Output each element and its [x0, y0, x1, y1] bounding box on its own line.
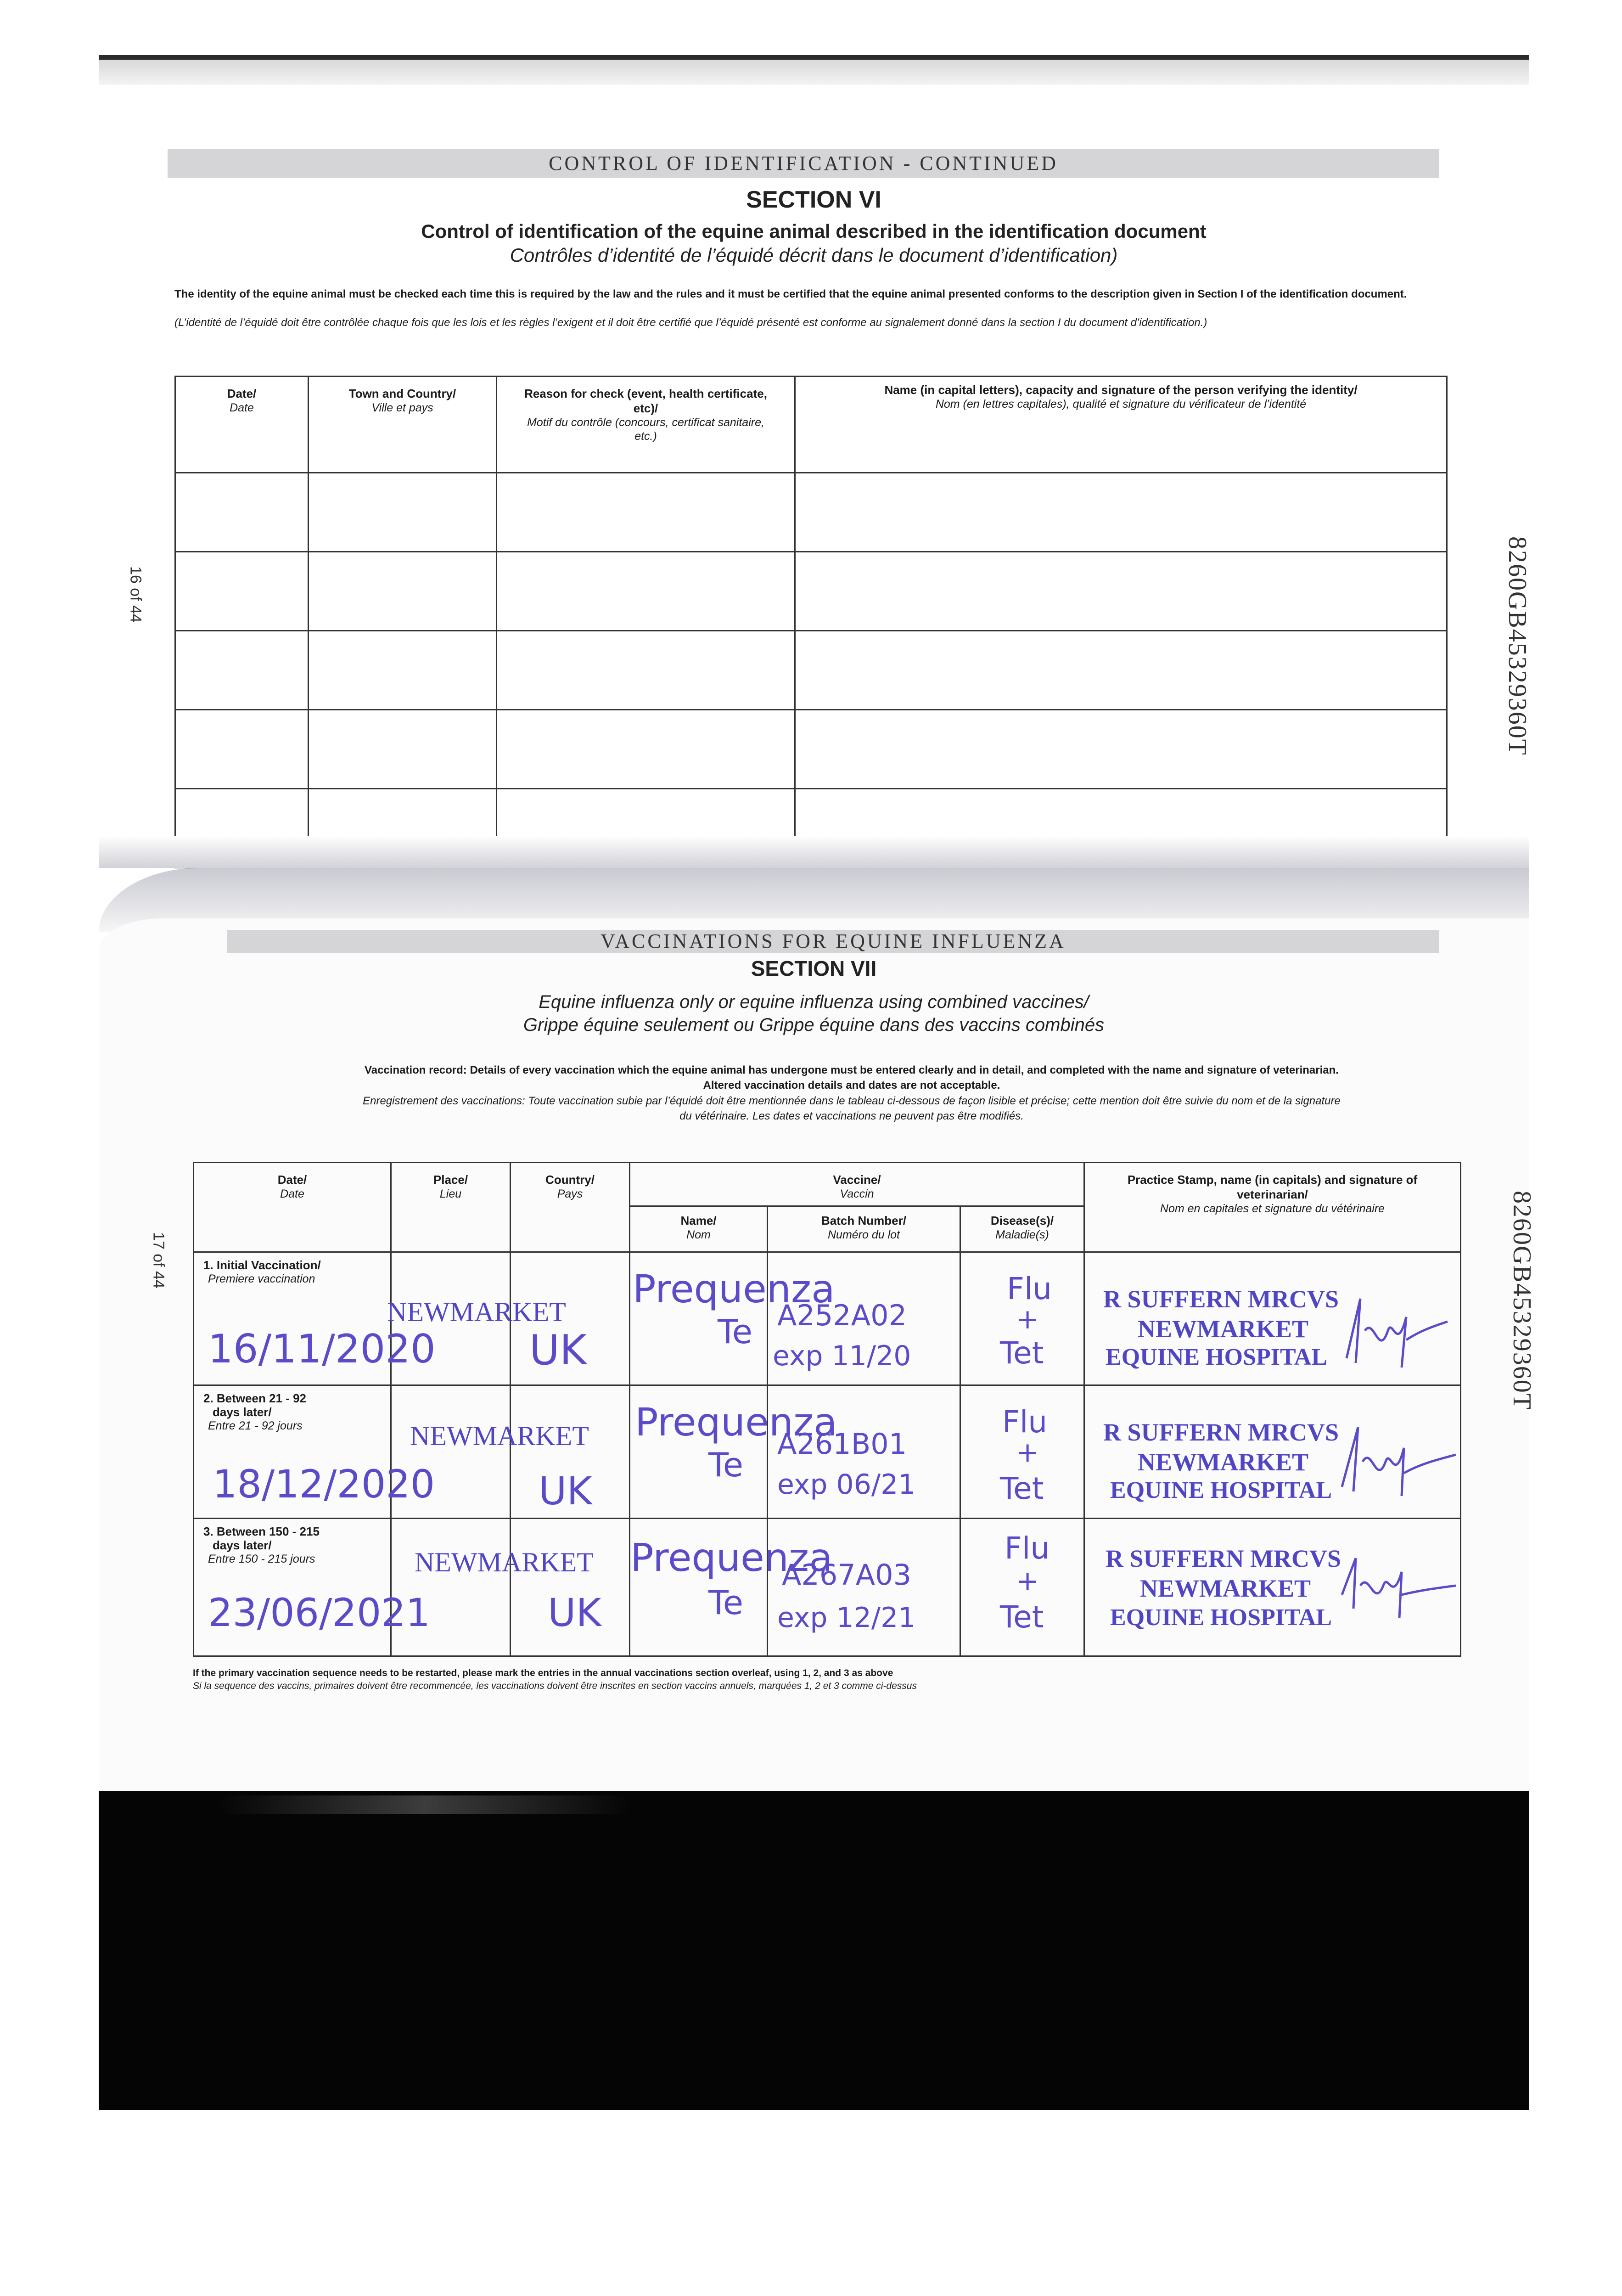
vac-batch-cell [768, 1385, 960, 1519]
vac-col-country-fr: Pays [557, 1187, 583, 1200]
table-row [175, 710, 1447, 789]
vet-stamp-line2: NEWMARKET [1138, 1315, 1309, 1343]
section6-subtitle-fr: Contrôles d’identité de l’équidé décrit dans le document d’identification) [510, 244, 1118, 266]
vet-stamp-line3: EQUINE HOSPITAL [1110, 1477, 1332, 1503]
vac-row-label-en: 3. Between 150 - 215 [203, 1525, 320, 1538]
vac-stamp-cell [1084, 1385, 1461, 1519]
section6-subtitle-en: Control of identification of the equine animal described in the identification document [421, 220, 1207, 242]
vac-col-batch-en: Batch Number/ [821, 1214, 906, 1227]
vac-row-label-en: 2. Between 21 - 92 [203, 1391, 306, 1405]
section7-note-fr-1: Enregistrement des vaccinations: Toute vaccination subie par l’équidé doit être mentionnée dans le tableau ci-dessous de façon lisible et précise; cette mention doit être suivie du nom et de la signature [363, 1095, 1341, 1107]
vac-col-batch-header [768, 1206, 960, 1252]
table-row [175, 552, 1447, 631]
vac-expiry-handwritten: exp 06/21 [777, 1469, 916, 1501]
col-verifier-header [795, 377, 1447, 473]
vet-stamp-line3: EQUINE HOSPITAL [1110, 1604, 1332, 1631]
vac-place-stamp: NEWMARKET [387, 1297, 566, 1327]
vac-name-line2: Te [718, 1312, 753, 1351]
table-row [175, 473, 1447, 552]
vac-date-cell [194, 1252, 436, 1385]
vac-col-date-header [194, 1163, 391, 1252]
vet-stamp-line2: NEWMARKET [1140, 1575, 1311, 1602]
vac-disease-line3: Tet [1000, 1599, 1044, 1635]
section6-banner: CONTROL OF IDENTIFICATION - CONTINUED [168, 149, 1439, 178]
vac-name-line1: Prequenza [630, 1535, 833, 1580]
table-header-row [175, 377, 1447, 473]
vac-col-name-header [630, 1206, 768, 1252]
vac-country-handwritten: UK [539, 1469, 592, 1514]
section7-title: SECTION VII [751, 957, 877, 980]
vac-col-vaccine-fr: Vaccin [840, 1187, 874, 1200]
scan-edge [99, 55, 1529, 60]
vac-col-date-en: Date/ [277, 1173, 307, 1187]
section7-note-fr-2: du vétérinaire. Les dates et vaccinations ne peuvent pas être modifiés. [679, 1110, 1024, 1122]
vet-stamp-line1: R SUFFERN MRCVS [1106, 1545, 1341, 1572]
vac-batch-cell [768, 1252, 960, 1385]
vet-signature-1 [1333, 1289, 1452, 1381]
vac-expiry-handwritten: exp 12/21 [777, 1602, 916, 1634]
vac-col-country-header [511, 1163, 630, 1252]
col-town-header [309, 377, 497, 473]
vac-name-line1: Prequenza [633, 1266, 835, 1311]
section6-note-en: The identity of the equine animal must be checked each time this is required by the law and the rules and it must be certified that the equine animal presented conforms to the description given in Section I of the identification document. [174, 288, 1407, 300]
vac-name-line2: Te [708, 1446, 744, 1484]
vac-row-label-en2: days later/ [213, 1538, 272, 1552]
col-date-fr: Date [230, 401, 254, 414]
vac-disease-line3: Tet [1000, 1471, 1044, 1506]
vac-col-place-header [391, 1163, 511, 1252]
vac-col-name-en: Name/ [680, 1214, 717, 1227]
vaccination-table [193, 1162, 1461, 1657]
page-number-17: 17 of 44 [150, 1232, 168, 1289]
page-fold-shadow [99, 836, 1529, 868]
col-verifier-fr: Nom (en lettres capitales), qualité et signature du vérificateur de l’identité [935, 398, 1307, 411]
vac-batch-handwritten: A252A02 [777, 1299, 907, 1332]
vac-date-handwritten: 16/11/2020 [208, 1326, 436, 1372]
section6-title: SECTION VI [746, 186, 881, 213]
vac-expiry-handwritten: exp 11/20 [773, 1340, 911, 1372]
vac-col-stamp-header [1084, 1163, 1461, 1252]
vac-stamp-cell [1084, 1519, 1461, 1656]
vac-row-label-fr: Entre 21 - 92 jours [208, 1419, 303, 1432]
vac-col-place-fr: Lieu [439, 1187, 462, 1200]
col-date-en: Date/ [227, 387, 257, 400]
vac-place-stamp: NEWMARKET [410, 1421, 589, 1451]
vac-disease-cell [960, 1252, 1084, 1385]
table-row [175, 631, 1447, 710]
vet-signature-3 [1333, 1544, 1457, 1636]
section7-subtitle-en: Equine influenza only or equine influenza using combined vaccines/ [539, 992, 1089, 1012]
vac-country-handwritten: UK [548, 1590, 601, 1635]
passport-id-upper: 8260GB45329360T [1503, 536, 1532, 756]
col-reason-en: Reason for check (event, health certificate, etc)/ [524, 387, 767, 415]
vac-col-vaccine-en: Vaccine/ [833, 1173, 881, 1187]
vet-stamp-line1: R SUFFERN MRCVS [1103, 1285, 1339, 1313]
vac-name-cell [630, 1385, 837, 1519]
vac-disease-cell [960, 1385, 1084, 1519]
vac-name-line2: Te [708, 1583, 744, 1622]
vaccination-header-row-1 [194, 1163, 1461, 1206]
scan-shade [99, 60, 1529, 85]
vac-country-cell [511, 1252, 630, 1385]
vac-date-cell [194, 1385, 435, 1519]
vet-stamp-line1: R SUFFERN MRCVS [1103, 1418, 1339, 1446]
section7-note-en-1: Vaccination record: Details of every vaccination which the equine animal has undergone must be entered clearly and in detail, and completed with the name and signature of veterinarian. [365, 1064, 1339, 1076]
scan-background-edge [218, 1795, 631, 1814]
vac-disease-line1: Flu [1007, 1271, 1052, 1306]
vac-col-batch-fr: Numéro du lot [827, 1228, 900, 1241]
vac-date-handwritten: 18/12/2020 [213, 1462, 435, 1507]
vac-row-label-en2: days later/ [213, 1405, 272, 1419]
vaccination-row-1 [194, 1252, 1461, 1385]
col-town-en: Town and Country/ [348, 387, 456, 400]
page-number-16: 16 of 44 [127, 566, 145, 623]
col-date-header [175, 377, 309, 473]
vac-disease-line1: Flu [1002, 1404, 1048, 1440]
vac-col-country-en: Country/ [545, 1173, 595, 1187]
vac-col-disease-fr: Maladie(s) [995, 1228, 1049, 1241]
footnote-en: If the primary vaccination sequence needs to be restarted, please mark the entries in the annual vaccinations section overleaf, using 1, 2, and 3 as above [193, 1668, 893, 1678]
vac-row-label-fr: Premiere vaccination [208, 1272, 315, 1285]
vac-col-disease-header [960, 1206, 1084, 1252]
vac-col-date-fr: Date [280, 1187, 304, 1200]
footnote-fr: Si la sequence des vaccins, primaires doivent être recommencée, les vaccinations doivent être inscrites en section vaccins annuels, marquées 1, 2 et 3 comme ci-dessus [193, 1681, 917, 1691]
vac-batch-handwritten: A261B01 [777, 1427, 907, 1461]
vac-col-place-en: Place/ [433, 1173, 468, 1187]
vet-stamp-line3: EQUINE HOSPITAL [1106, 1344, 1328, 1370]
vac-disease-line2: + [1016, 1565, 1039, 1597]
vac-country-cell [511, 1519, 630, 1656]
vac-date-handwritten: 23/06/2021 [208, 1590, 431, 1635]
section7-banner: VACCINATIONS FOR EQUINE INFLUENZA [227, 930, 1439, 953]
vac-country-handwritten: UK [529, 1326, 587, 1374]
vac-col-vaccine-header [630, 1163, 1084, 1206]
vac-name-cell [630, 1519, 833, 1656]
passport-id-lower: 8260GB45329360T [1508, 1191, 1536, 1410]
col-reason-header [497, 377, 795, 473]
vac-name-cell [630, 1252, 835, 1385]
vaccination-row-3 [194, 1519, 1461, 1656]
vac-date-cell [194, 1519, 431, 1656]
section6-note-fr: (L’identité de l’équidé doit être contrôlée chaque fois que les lois et les règles l’exigent et il doit être certifié que l’équidé présenté est conforme au signalement donné dans la section I du document d’identification.) [174, 316, 1207, 329]
vac-place-stamp: NEWMARKET [415, 1547, 594, 1577]
vac-batch-cell [768, 1519, 960, 1656]
scan-background [99, 1791, 1529, 2110]
vac-disease-line2: + [1016, 1303, 1039, 1335]
vac-disease-line2: + [1016, 1436, 1039, 1469]
vet-stamp-line2: NEWMARKET [1138, 1448, 1309, 1476]
col-reason-fr: Motif du contrôle (concours, certificat sanitaire, etc.) [527, 416, 764, 443]
vac-disease-line3: Tet [1000, 1335, 1044, 1371]
vac-row-label-fr: Entre 150 - 215 jours [208, 1553, 315, 1565]
identity-check-table [174, 376, 1448, 868]
vac-batch-handwritten: A267A03 [782, 1558, 912, 1592]
vac-country-cell [511, 1385, 630, 1519]
section7-note-en-2: Altered vaccination details and dates are not acceptable. [703, 1079, 1000, 1092]
vac-col-disease-en: Disease(s)/ [990, 1214, 1054, 1227]
vac-disease-cell [960, 1519, 1084, 1656]
vac-col-stamp-en: Practice Stamp, name (in capitals) and signature of veterinarian/ [1127, 1173, 1418, 1201]
vac-col-name-fr: Nom [686, 1228, 711, 1241]
scanned-passport [99, 55, 1536, 2110]
vac-name-line1: Prequenza [635, 1400, 837, 1445]
vac-stamp-cell [1084, 1252, 1461, 1385]
vac-disease-line1: Flu [1005, 1531, 1050, 1566]
col-verifier-en: Name (in capital letters), capacity and signature of the person verifying the identity/ [884, 383, 1358, 397]
vac-col-stamp-fr: Nom en capitales et signature du vétérinaire [1160, 1202, 1385, 1215]
vet-signature-2 [1333, 1418, 1457, 1510]
col-town-fr: Ville et pays [371, 401, 433, 414]
vaccination-row-2 [194, 1385, 1461, 1519]
section7-subtitle-fr: Grippe équine seulement ou Grippe équine dans des vaccins combinés [523, 1015, 1105, 1035]
vac-row-label-en: 1. Initial Vaccination/ [203, 1258, 321, 1272]
